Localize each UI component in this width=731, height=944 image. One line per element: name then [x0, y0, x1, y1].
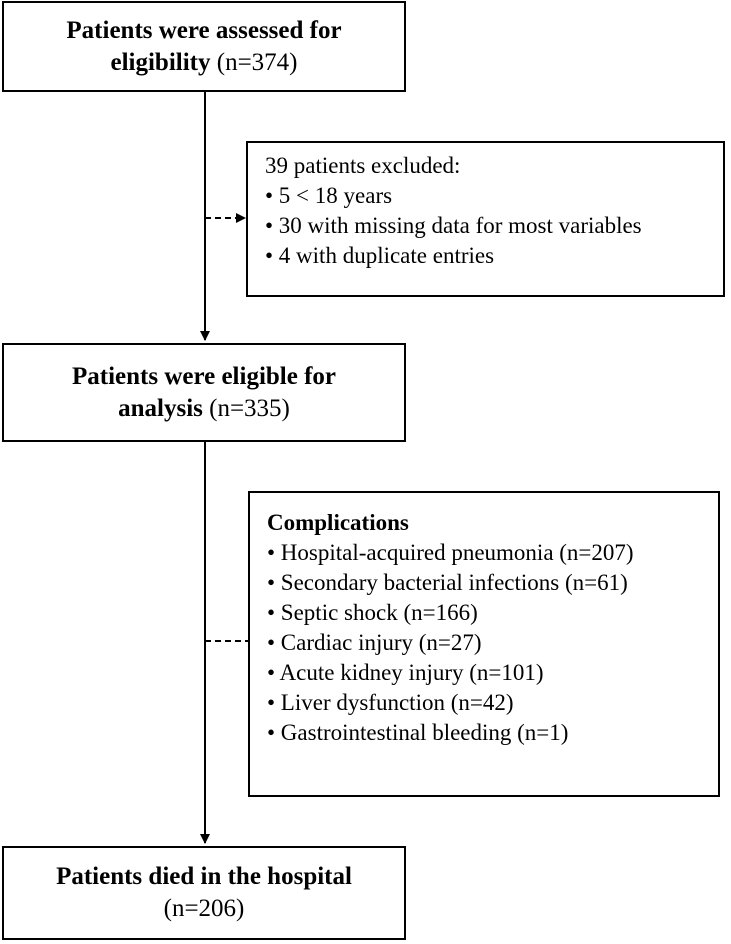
- complication-item: • Acute kidney injury (n=101): [267, 660, 544, 685]
- assessed-line2-bold: eligibility: [110, 48, 211, 76]
- assessed-line2: [111, 47, 298, 79]
- died-box: [2, 846, 406, 940]
- complication-item: • Hospital-acquired pneumonia (n=207): [267, 540, 634, 565]
- assessed-box: [2, 1, 406, 92]
- excluded-heading: 39 patients excluded:: [265, 153, 461, 178]
- died-line2: (n=206): [163, 895, 245, 922]
- complication-item: • Liver dysfunction (n=42): [267, 690, 514, 715]
- excluded-box: [246, 141, 725, 297]
- eligible-line2: [118, 393, 290, 425]
- assessed-line2-rest: (n=374): [210, 48, 298, 76]
- complications-box: [248, 491, 720, 797]
- complication-item: • Secondary bacterial infections (n=61): [267, 570, 628, 595]
- complications-heading: Complications: [267, 510, 409, 535]
- eligible-line1: Patients were eligible for: [71, 362, 337, 390]
- excluded-item: • 5 < 18 years: [265, 183, 393, 208]
- eligible-line2-rest: (n=335): [202, 394, 290, 422]
- assessed-line1: Patients were assessed for: [66, 16, 342, 44]
- complication-item: • Cardiac injury (n=27): [267, 630, 482, 655]
- complication-item: • Septic shock (n=166): [267, 600, 478, 625]
- died-line1: Patients died in the hospital: [56, 863, 352, 890]
- eligible-box: [2, 343, 406, 442]
- excluded-item: • 30 with missing data for most variables: [265, 213, 642, 238]
- complication-item: • Gastrointestinal bleeding (n=1): [267, 720, 569, 745]
- eligible-line2-bold: analysis: [118, 394, 203, 422]
- excluded-item: • 4 with duplicate entries: [265, 243, 495, 268]
